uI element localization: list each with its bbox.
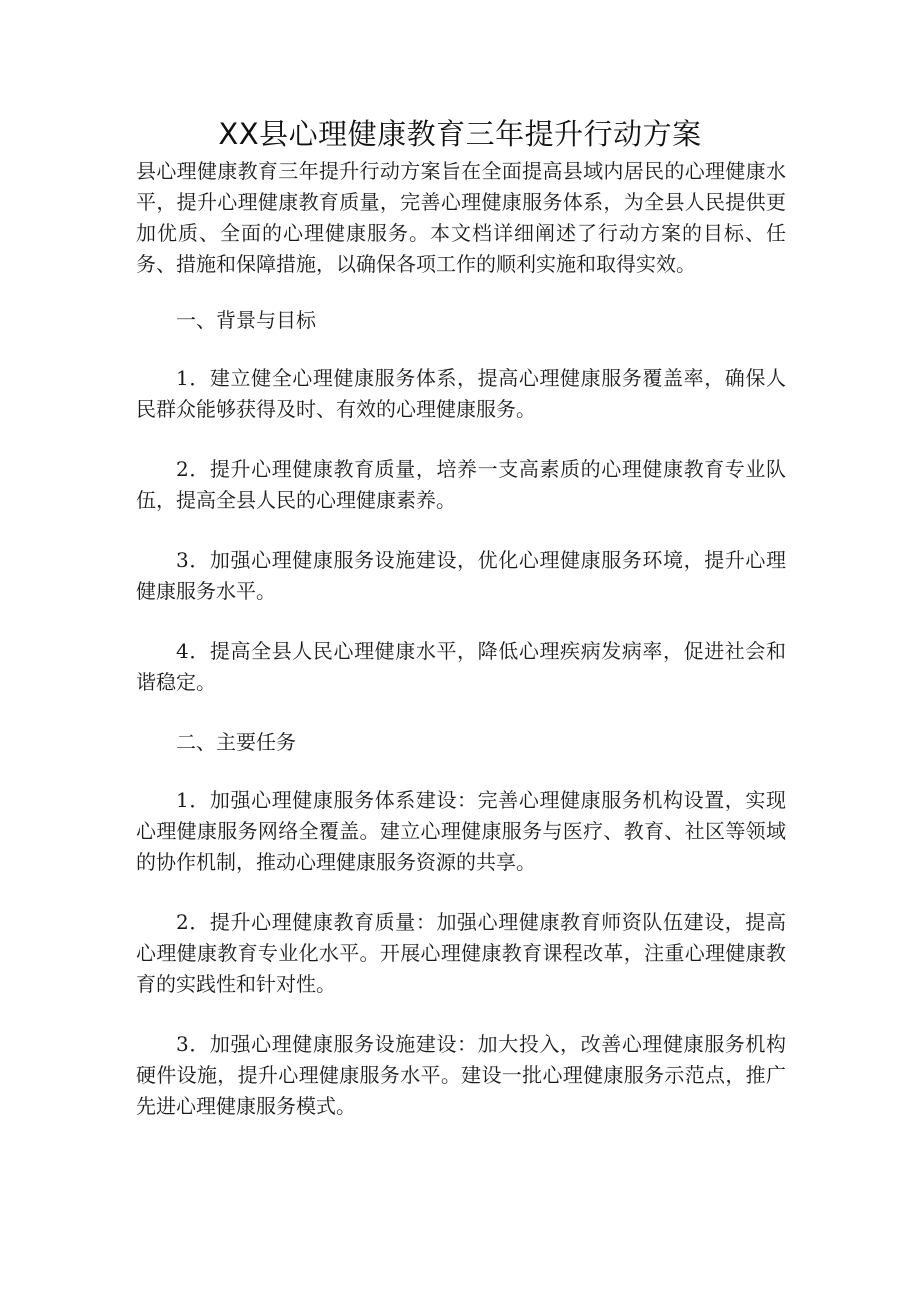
task-item-2: 2．提升心理健康教育质量：加强心理健康教育师资队伍建设，提高心理健康教育专业化水平。开展心理健康教育课程改革，注重心理健康教育的实践性和针对性。 [136, 910, 786, 996]
goal-item-1: 1．建立健全心理健康服务体系，提高心理健康服务覆盖率，确保人民群众能够获得及时、有效的心理健康服务。 [136, 366, 786, 421]
document-title: XX县心理健康教育三年提升行动方案 [218, 117, 702, 151]
intro-paragraph: 县心理健康教育三年提升行动方案旨在全面提高县域内居民的心理健康水平，提升心理健康教育质量，完善心理健康服务体系，为全县人民提供更加优质、全面的心理健康服务。本文档详细阐述了行动方案的目标、任务、措施和保障措施，以确保各项工作的顺利实施和取得实效。 [136, 159, 786, 276]
goal-item-4: 4．提高全县人民心理健康水平，降低心理疾病发病率，促进社会和谐稳定。 [136, 639, 786, 694]
section-heading-main-tasks: 二、主要任务 [176, 730, 296, 754]
task-item-1: 1．加强心理健康服务体系建设：完善心理健康服务机构设置，实现心理健康服务网络全覆盖。建立心理健康服务与医疗、教育、社区等领域的协作机制，推动心理健康服务资源的共享。 [136, 788, 786, 874]
section-heading-background-goals: 一、背景与目标 [176, 308, 316, 332]
goal-item-3: 3．加强心理健康服务设施建设，优化心理健康服务环境，提升心理健康服务水平。 [136, 548, 786, 603]
task-item-3: 3．加强心理健康服务设施建设：加大投入，改善心理健康服务机构硬件设施，提升心理健康服务水平。建设一批心理健康服务示范点，推广先进心理健康服务模式。 [136, 1032, 786, 1118]
document-body [136, 156, 786, 1151]
goal-item-2: 2．提升心理健康教育质量，培养一支高素质的心理健康教育专业队伍，提高全县人民的心理健康素养。 [136, 457, 786, 512]
